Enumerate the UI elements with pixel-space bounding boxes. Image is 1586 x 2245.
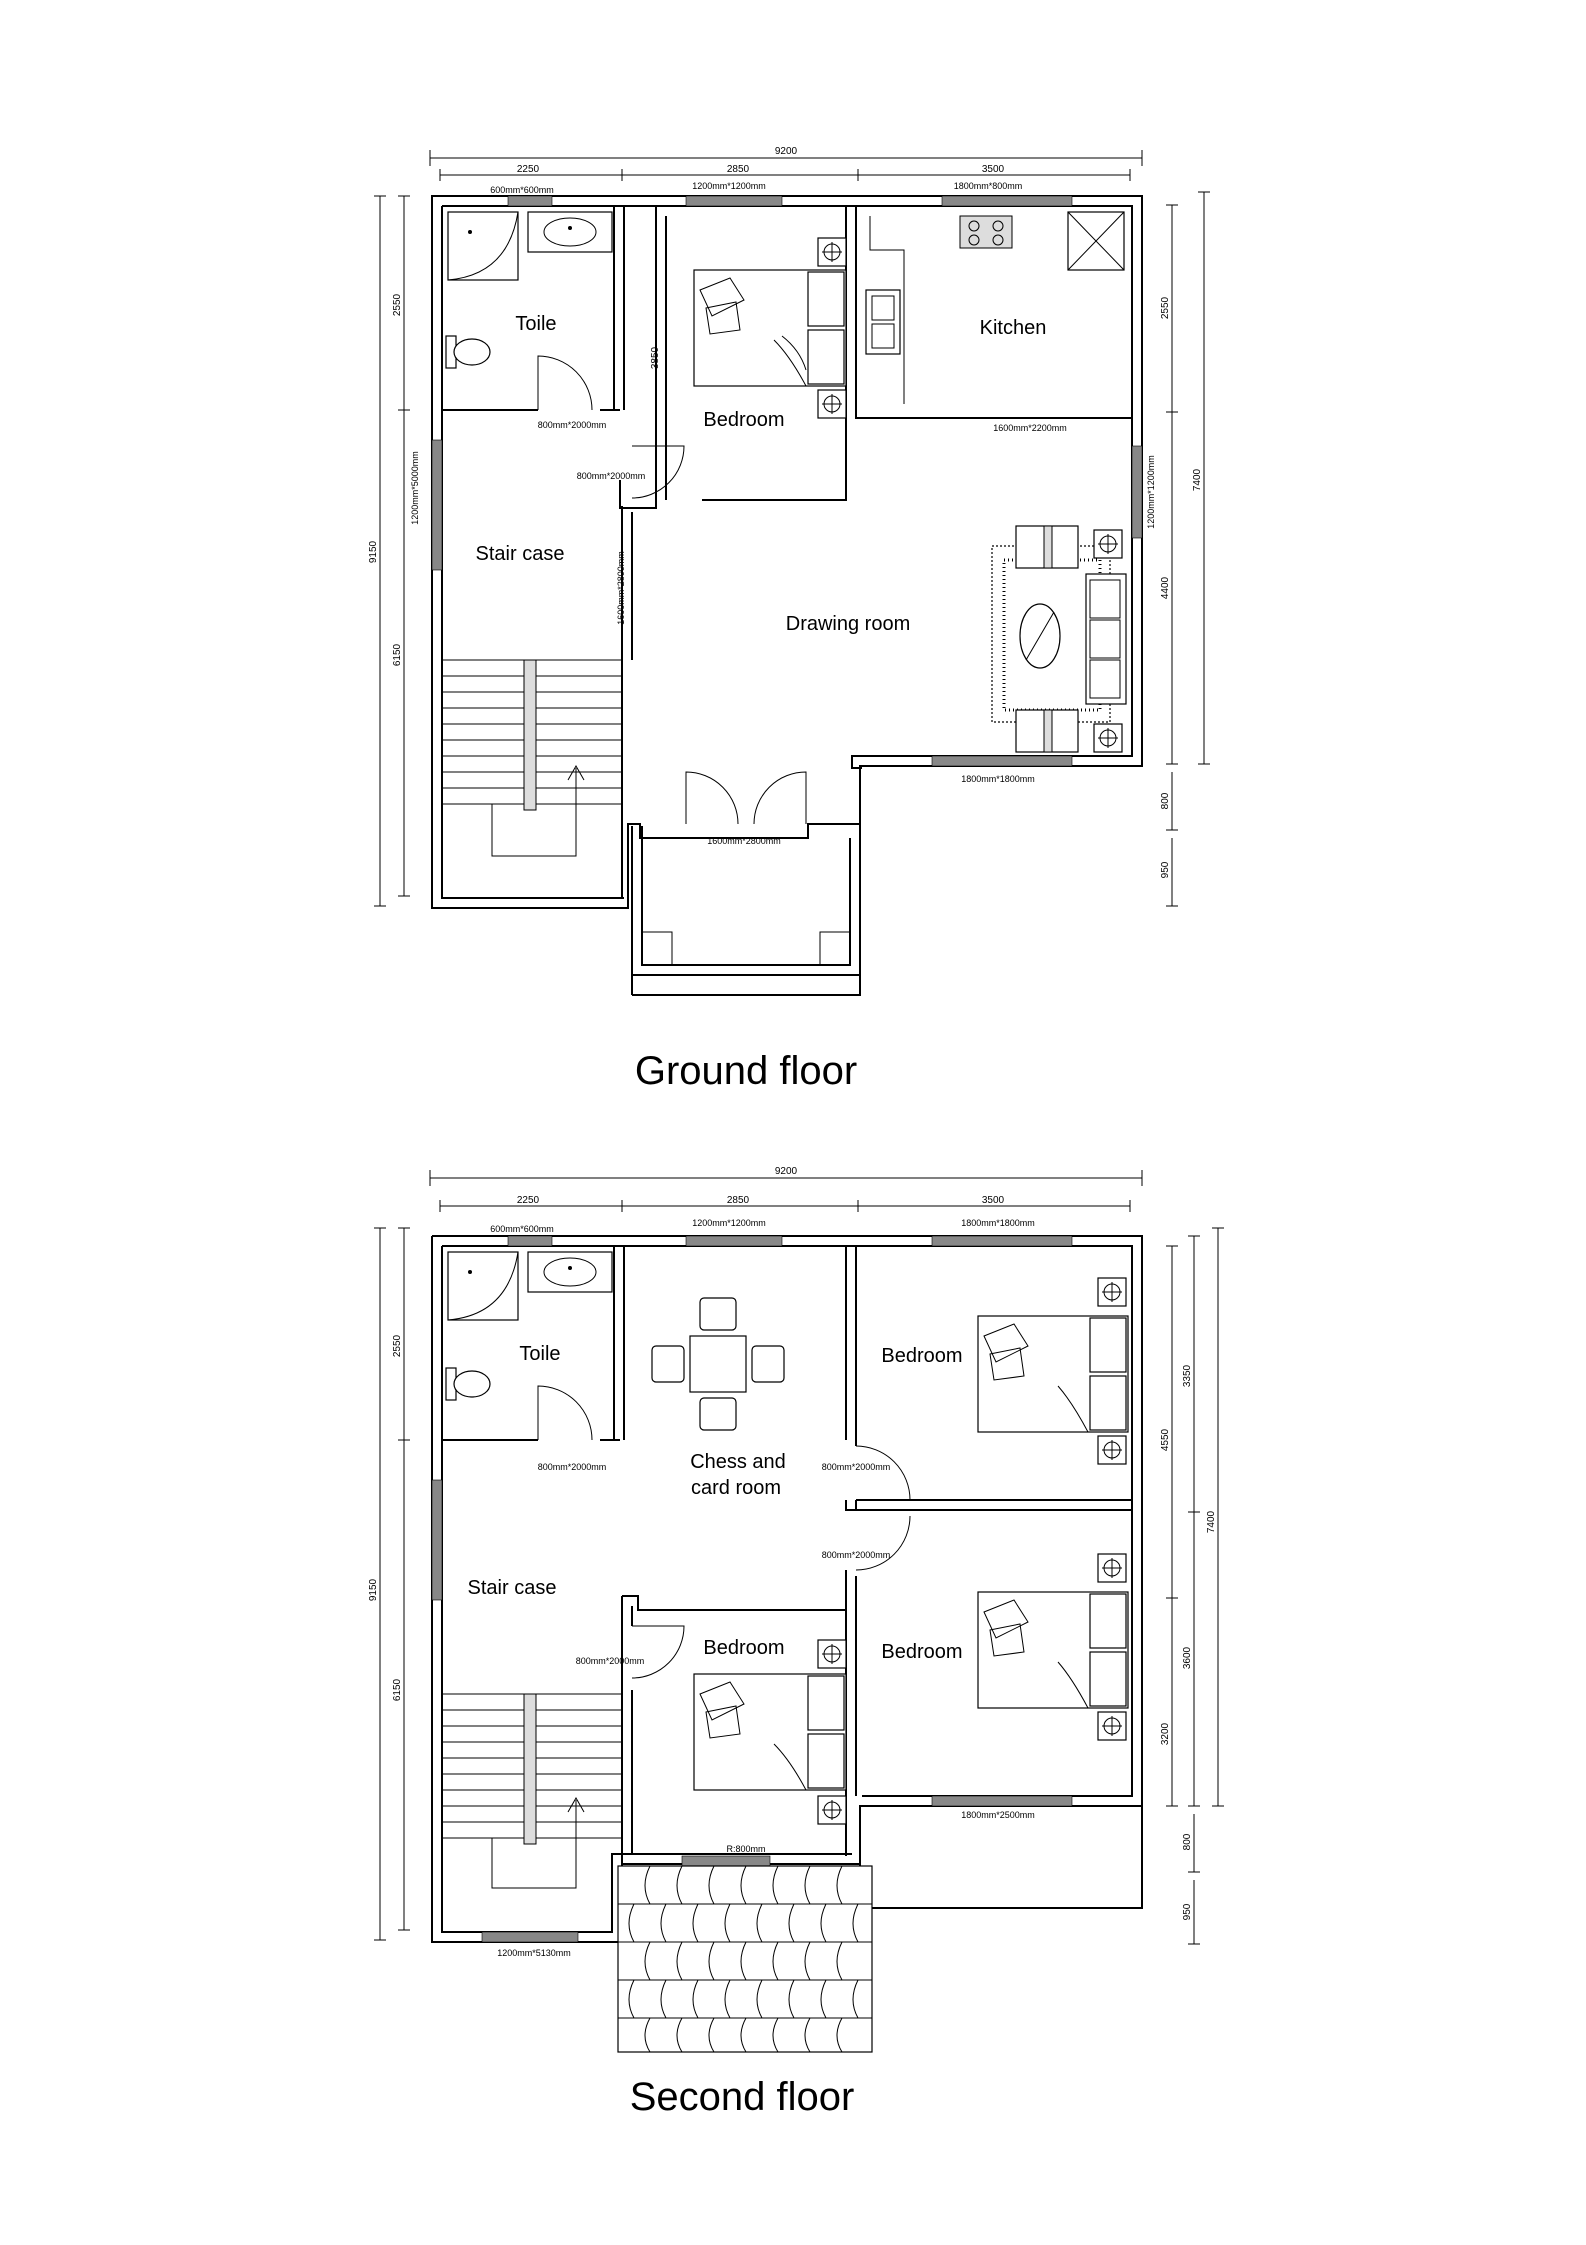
second-left-dimensions (368, 1228, 410, 1940)
second-stair-window (482, 1932, 578, 1942)
ground-floor-plan (368, 146, 1210, 1093)
ground-dim-total-width: 9200 (774, 146, 798, 157)
ground-bedroom-window (686, 196, 782, 206)
second-balcony-window (932, 1796, 1072, 1806)
ground-room-bedroom: Bedroom (703, 409, 785, 431)
second-room-chess-line2: card room (690, 1477, 782, 1499)
second-dim-seg1: 2250 (516, 1195, 540, 1206)
second-washbasin-icon (528, 1252, 612, 1292)
second-bedroom-window (932, 1236, 1072, 1246)
second-stair-window-label: 1200mm*5130mm (497, 1948, 571, 1958)
ground-dim-seg1: 2250 (516, 164, 540, 175)
second-dim-right-b: 4550 (1160, 1428, 1171, 1452)
second-room-chess-line1: Chess and (690, 1451, 786, 1473)
second-dim-seg2: 2850 (726, 1195, 750, 1206)
ground-dim-right-porch1: 800 (1160, 792, 1171, 810)
second-roof-tiles (618, 1866, 872, 2052)
second-dim-right-d: 3200 (1160, 1722, 1171, 1746)
second-room-bedroom-se: Bedroom (881, 1641, 963, 1663)
second-toilet-window-label: 600mm*600mm (490, 1224, 554, 1234)
ground-room-staircase: Stair case (475, 543, 565, 565)
second-bed-se-icon (978, 1592, 1128, 1708)
ground-dim-right-upper: 2550 (1160, 296, 1171, 320)
ground-bedroom-door-label: 800mm*2000mm (576, 471, 646, 481)
ground-stair-opening-label: 1600mm*2800mm (616, 551, 626, 625)
second-floor-title: Second floor (629, 2075, 855, 2119)
second-bed-ne-icon (978, 1316, 1128, 1432)
second-toilet-door-label: 800mm*2000mm (537, 1462, 607, 1472)
second-room-toilet: Toile (519, 1343, 561, 1365)
ground-kitchen-window (942, 196, 1072, 206)
second-dim-right-porch1: 800 (1182, 1833, 1193, 1851)
second-dim-seg3: 3500 (981, 1195, 1005, 1206)
second-bed-ne-door (856, 1446, 910, 1500)
ground-entrance-door-right (754, 772, 806, 824)
second-room-bedroom-s: Bedroom (703, 1637, 785, 1659)
second-dim-left-lower: 6150 (392, 1678, 403, 1702)
ground-kitchen-door-label: 1600mm*2200mm (993, 423, 1067, 433)
second-bed-s-door (632, 1626, 684, 1678)
ground-room-kitchen: Kitchen (979, 317, 1047, 339)
ground-dim-right-porch2: 950 (1160, 861, 1171, 879)
ground-washbasin-icon (528, 212, 612, 252)
ground-toilet-window-label: 600mm*600mm (490, 185, 554, 195)
ground-room-toilet: Toile (515, 313, 557, 335)
second-floor-plan (368, 1166, 1224, 2119)
second-top-dimensions (430, 1166, 1142, 1212)
second-dim-right-a: 3350 (1182, 1364, 1193, 1388)
second-toilet-bowl-icon (446, 1368, 490, 1400)
ground-room-drawing-room: Drawing room (785, 613, 911, 635)
second-right-dimensions (1160, 1228, 1224, 1944)
second-staircase-icon (442, 1694, 622, 1888)
ground-right-window (1132, 446, 1142, 538)
ground-front-window-label: 1800mm*1800mm (961, 774, 1035, 784)
second-shower-icon (448, 1252, 518, 1320)
ground-staircase-icon (442, 660, 622, 856)
second-roof-r-label: R:800mm (726, 1844, 766, 1854)
second-toilet-window (508, 1236, 552, 1246)
second-dim-right-total: 7400 (1206, 1510, 1217, 1534)
second-bed-ne-door-label: 800mm*2000mm (821, 1462, 891, 1472)
ground-fridge-icon (1068, 212, 1124, 270)
second-bed-s-icon (694, 1674, 846, 1790)
ground-coffee-table-icon (1020, 604, 1060, 668)
ground-dim-seg2: 2850 (726, 164, 750, 175)
ground-left-window-label: 1200mm*5000mm (410, 451, 420, 525)
ground-dim-right-mid: 4400 (1160, 576, 1171, 600)
ground-dim-left-total: 9150 (368, 540, 379, 564)
ground-shower-icon (448, 212, 518, 280)
second-dim-left-total: 9150 (368, 1578, 379, 1602)
second-table-chairs-icon (652, 1298, 784, 1430)
second-dim-right-c: 3600 (1182, 1646, 1193, 1670)
ground-right-dimensions (1160, 192, 1210, 906)
ground-sofa-icon (1086, 574, 1126, 704)
ground-entrance-door-left (686, 772, 738, 824)
second-dim-right-porch2: 950 (1182, 1903, 1193, 1921)
ground-left-dimensions (368, 196, 410, 906)
ground-toilet-bowl-icon (446, 336, 490, 368)
second-top-window (686, 1236, 782, 1246)
ground-dim-left-lower: 6150 (392, 643, 403, 667)
second-dim-left-upper: 2550 (392, 1334, 403, 1358)
second-bedroom-window-label: 1800mm*1800mm (961, 1218, 1035, 1228)
ground-toilet-door-label: 800mm*2000mm (537, 420, 607, 430)
ground-left-window (432, 440, 442, 570)
ground-dim-bedroom-depth: 3850 (650, 346, 661, 370)
second-left-window (432, 1480, 442, 1600)
second-room-staircase: Stair case (467, 1577, 557, 1599)
second-bed-se-door-label: 800mm*2000mm (821, 1550, 891, 1560)
second-top-window-label: 1200mm*1200mm (692, 1218, 766, 1228)
ground-toilet-door (538, 356, 592, 410)
ground-bed-icon (694, 270, 846, 386)
ground-sink-icon (866, 290, 900, 354)
second-bed-s-door-label: 800mm*2000mm (575, 1656, 645, 1666)
ground-dim-seg3: 3500 (981, 164, 1005, 175)
ground-kitchen-window-label: 1800mm*800mm (953, 181, 1023, 191)
second-toilet-door (538, 1386, 592, 1440)
ground-toilet-window (508, 196, 552, 206)
second-room-bedroom-ne: Bedroom (881, 1345, 963, 1367)
ground-front-window (932, 756, 1072, 766)
second-roof-window (682, 1856, 770, 1866)
ground-entrance-door-label: 1600mm*2800mm (707, 836, 781, 846)
ground-dim-right-total: 7400 (1192, 468, 1203, 492)
ground-floor-title: Ground floor (634, 1049, 858, 1093)
ground-top-dimensions (430, 146, 1142, 181)
second-bed-se-door (856, 1516, 910, 1570)
ground-dim-left-upper: 2550 (392, 293, 403, 317)
ground-bedroom-window-label: 1200mm*1200mm (692, 181, 766, 191)
ground-right-window-label: 1200mm*1200mm (1146, 455, 1156, 529)
second-balcony-window-label: 1800mm*2500mm (961, 1810, 1035, 1820)
second-dim-total-width: 9200 (774, 1166, 798, 1177)
ground-stove-icon (960, 216, 1012, 248)
